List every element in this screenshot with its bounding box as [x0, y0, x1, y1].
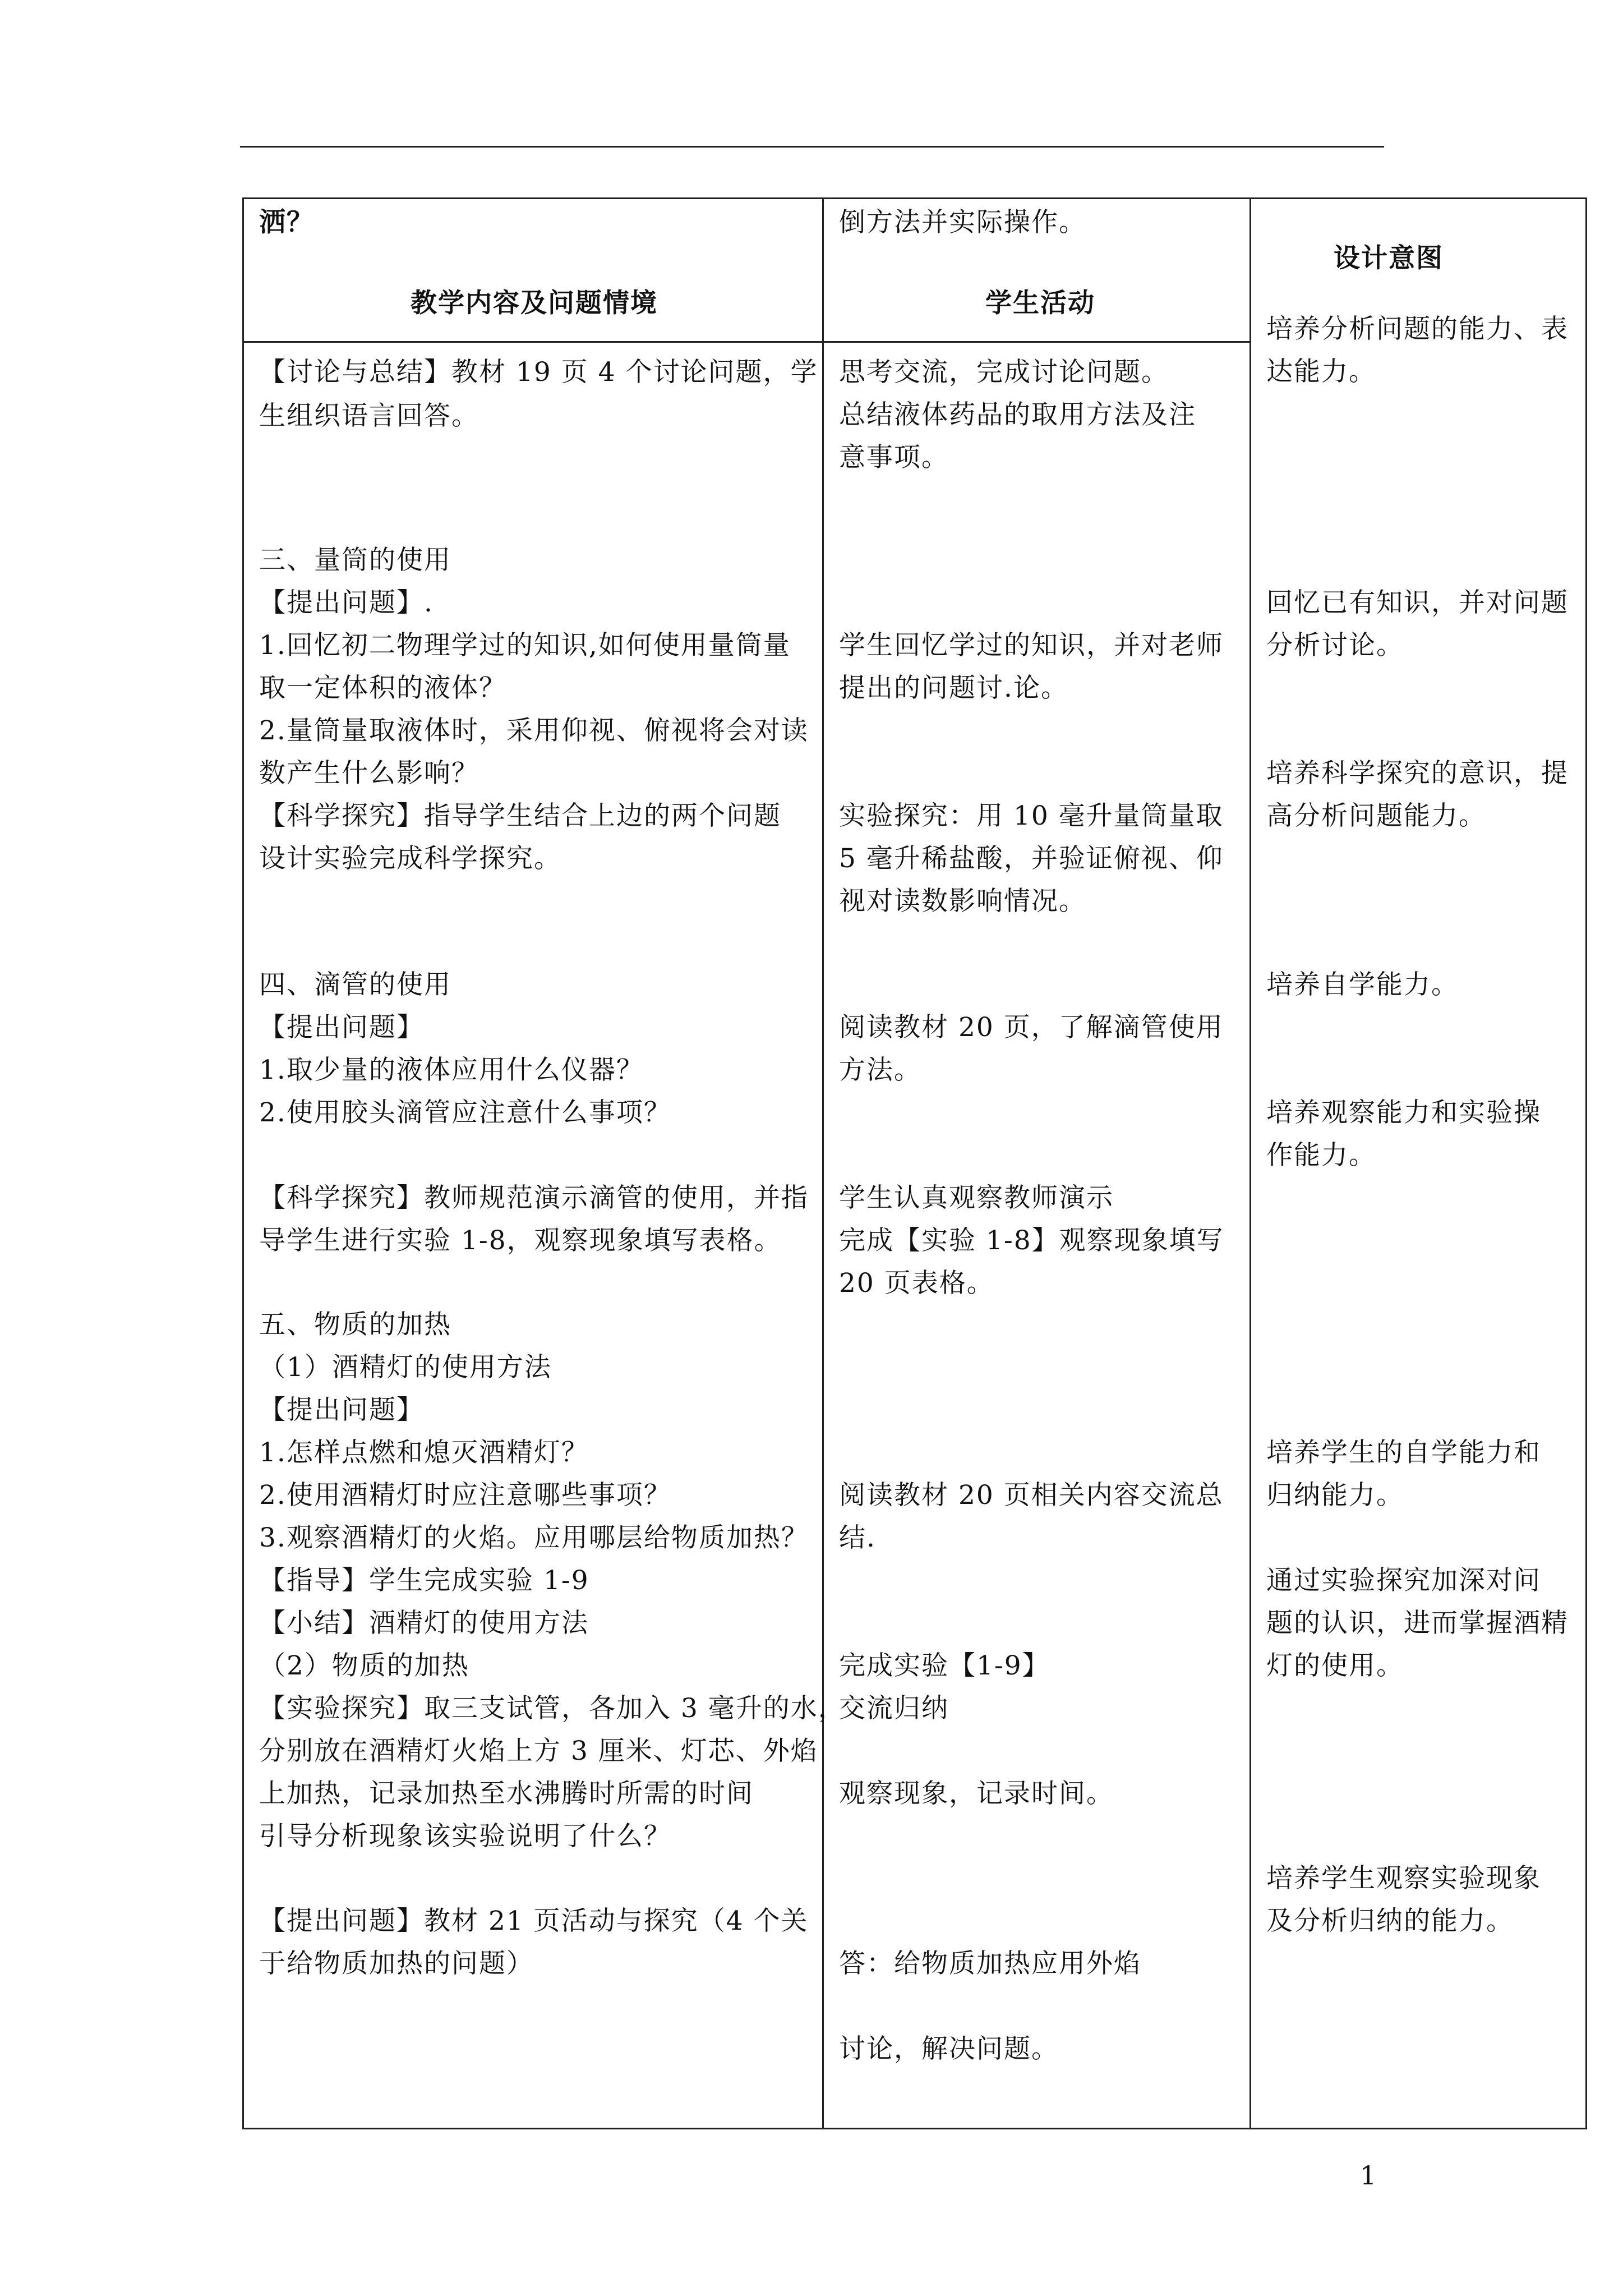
- col2-line: 方法。: [839, 1055, 921, 1085]
- col1-line: （2）物质的加热: [259, 1650, 469, 1681]
- col3-line: 培养学生观察实验现象: [1266, 1863, 1541, 1894]
- col1-line: 于给物质加热的问题）: [259, 1948, 534, 1979]
- col1-line: 取一定体积的液体？: [259, 673, 506, 703]
- col2-line: 交流归纳: [839, 1693, 949, 1724]
- carryover-col2: 倒方法并实际操作。: [839, 207, 1086, 238]
- col1-line: 上加热，记录加热至水沸腾时所需的时间: [259, 1778, 754, 1809]
- col1-line: 2.量筒量取液体时，采用仰视、俯视将会对读: [259, 715, 809, 746]
- table-border-left: [242, 197, 244, 2129]
- col3-line: 及分析归纳的能力。: [1266, 1906, 1514, 1936]
- col1-line: 【提出问题】教材 21 页活动与探究（4 个关: [259, 1906, 809, 1936]
- col3-line: 高分析问题能力。: [1266, 800, 1486, 831]
- col2-line: 思考交流，完成讨论问题。: [839, 357, 1169, 388]
- col2-line: 阅读教材 20 页相关内容交流总: [839, 1480, 1224, 1511]
- col3-line: 回忆已有知识，并对问题: [1266, 587, 1569, 618]
- col3-line: 通过实验探究加深对问: [1266, 1565, 1541, 1596]
- col3-line: 培养观察能力和实验操: [1266, 1097, 1541, 1128]
- col1-line: 【科学探究】指导学生结合上边的两个问题: [259, 800, 781, 831]
- col3-line: 培养分析问题的能力、表: [1266, 314, 1569, 344]
- col1-line: 【小结】酒精灯的使用方法: [259, 1608, 589, 1639]
- col3-line: 题的认识，进而掌握酒精: [1266, 1608, 1569, 1639]
- col1-line: 设计实验完成科学探究。: [259, 843, 561, 874]
- col1-line: 五、物质的加热: [259, 1309, 451, 1340]
- table-border-top: [242, 197, 1587, 199]
- col2-line: 5 毫升稀盐酸，并验证俯视、仰: [839, 843, 1224, 874]
- page-number: 1: [1360, 2160, 1377, 2191]
- col1-line: 【科学探究】教师规范演示滴管的使用，并指: [259, 1182, 809, 1213]
- col1-line: 引导分析现象该实验说明了什么？: [259, 1821, 671, 1852]
- col1-line: 【提出问题】: [259, 1012, 424, 1043]
- col1-line: 【讨论与总结】教材 19 页 4 个讨论问题，学: [259, 357, 818, 388]
- col1-line: （1）酒精灯的使用方法: [259, 1352, 552, 1383]
- col1-line: 1.取少量的液体应用什么仪器？: [259, 1055, 644, 1085]
- col2-line: 讨论，解决问题。: [839, 2033, 1059, 2064]
- col3-line: 培养学生的自学能力和: [1266, 1437, 1541, 1468]
- col2-line: 意事项。: [839, 442, 949, 473]
- col3-line: 达能力。: [1266, 356, 1376, 387]
- carryover-col1: 洒？: [259, 207, 314, 238]
- col1-line: 2.使用酒精灯时应注意哪些事项？: [259, 1480, 671, 1511]
- col3-line: 作能力。: [1266, 1140, 1376, 1171]
- lesson-plan-table: [242, 197, 1587, 2129]
- header-col1: 教学内容及问题情境: [411, 288, 658, 319]
- col1-line: 导学生进行实验 1-8，观察现象填写表格。: [259, 1225, 782, 1256]
- col2-line: 完成实验【1-9】: [839, 1650, 1050, 1681]
- col2-line: 学生认真观察教师演示: [839, 1182, 1114, 1213]
- col2-line: 总结液体药品的取用方法及注: [839, 399, 1196, 430]
- col1-line: 【提出问题】: [259, 1395, 424, 1425]
- col3-line: 归纳能力。: [1266, 1480, 1404, 1511]
- col1-line: 3.观察酒精灯的火焰。应用哪层给物质加热？: [259, 1522, 809, 1553]
- col2-line: 20 页表格。: [839, 1268, 994, 1299]
- table-border-right: [1585, 197, 1587, 2129]
- col1-line: 【指导】学生完成实验 1-9: [259, 1565, 589, 1596]
- col2-line: 阅读教材 20 页，了解滴管使用: [839, 1012, 1224, 1043]
- header-col2: 学生活动: [985, 288, 1095, 319]
- table-border-bottom: [242, 2128, 1587, 2129]
- col3-line: 培养科学探究的意识，提: [1266, 758, 1569, 789]
- col1-line: 【提出问题】.: [259, 587, 434, 618]
- col2-line: 视对读数影响情况。: [839, 886, 1086, 917]
- col2-line: 答：给物质加热应用外焰: [839, 1948, 1141, 1979]
- col1-line: 1.回忆初二物理学过的知识,如何使用量筒量: [259, 630, 791, 661]
- col2-line: 完成【实验 1-8】观察现象填写: [839, 1225, 1224, 1256]
- header-rule: [240, 146, 1384, 148]
- col2-line: 观察现象，记录时间。: [839, 1778, 1114, 1809]
- header-separator: [242, 341, 1251, 343]
- col2-line: 实验探究：用 10 毫升量筒量取: [839, 800, 1224, 831]
- col3-line: 培养自学能力。: [1266, 969, 1459, 1000]
- col3-line: 灯的使用。: [1266, 1650, 1404, 1681]
- col1-line: 1.怎样点燃和熄灭酒精灯？: [259, 1437, 589, 1468]
- col1-line: 生组织语言回答。: [259, 401, 479, 431]
- col2-line: 提出的问题讨.论。: [839, 673, 1068, 703]
- col2-line: 学生回忆学过的知识，并对老师: [839, 630, 1224, 661]
- col3-line: 分析讨论。: [1266, 630, 1404, 661]
- column-divider-2: [1249, 197, 1251, 2129]
- col1-line: 【实验探究】取三支试管，各加入 3 毫升的水，: [259, 1693, 846, 1724]
- col1-line: 分别放在酒精灯火焰上方 3 厘米、灯芯、外焰: [259, 1736, 818, 1766]
- col2-line: 结.: [839, 1522, 876, 1553]
- header-col3: 设计意图: [1334, 243, 1444, 274]
- col1-line: 四、滴管的使用: [259, 969, 451, 1000]
- column-divider-1: [822, 197, 824, 2129]
- col1-line: 三、量筒的使用: [259, 545, 451, 576]
- col1-line: 2.使用胶头滴管应注意什么事项？: [259, 1097, 671, 1128]
- col1-line: 数产生什么影响？: [259, 758, 479, 789]
